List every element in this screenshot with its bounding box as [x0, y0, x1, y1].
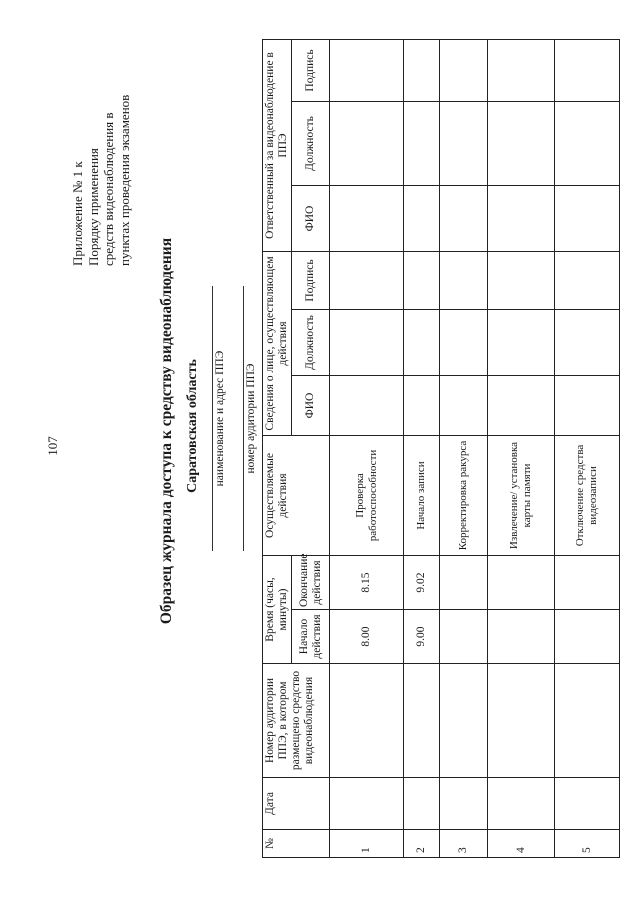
- row-date: [555, 778, 620, 830]
- header-room: Номер аудитории ППЭ, в котором размещено средство видеонаблюдения: [263, 664, 330, 778]
- table-row: [555, 39, 620, 857]
- row-start: [555, 610, 620, 664]
- row-start: 8.00: [330, 610, 404, 664]
- row-resp-signature: [330, 39, 404, 101]
- row-action: Извлечение/ установка карты памяти: [488, 436, 555, 556]
- row-num: 1: [330, 830, 404, 858]
- table-row: [488, 39, 555, 857]
- row-person-signature: [555, 251, 620, 309]
- table-row: [330, 39, 404, 857]
- row-person-signature: [488, 251, 555, 309]
- row-person-signature: [404, 251, 440, 309]
- row-num: 4: [488, 830, 555, 858]
- row-person-fio: [488, 376, 555, 436]
- header-person-signature: Подпись: [292, 251, 330, 309]
- appendix-line: средств видеонаблюдения в: [101, 112, 116, 266]
- appendix-note: [70, 26, 132, 266]
- row-person-position: [440, 310, 488, 376]
- header-time-start: Начало действия: [292, 610, 330, 664]
- row-date: [488, 778, 555, 830]
- row-person-position: [555, 310, 620, 376]
- document-title: Образец журнала доступа к средству видеонаблюдения: [158, 237, 175, 625]
- row-resp-position: [488, 101, 555, 185]
- header-resp-signature: Подпись: [292, 39, 330, 101]
- row-resp-fio: [555, 185, 620, 251]
- ppe-name-line: [212, 286, 213, 551]
- row-resp-signature: [404, 39, 440, 101]
- table-row: [404, 39, 440, 857]
- row-person-signature: [330, 251, 404, 309]
- row-person-signature: [440, 251, 488, 309]
- row-person-position: [488, 310, 555, 376]
- room-number-caption: номер аудитории ППЭ: [245, 363, 257, 474]
- row-resp-signature: [555, 39, 620, 101]
- row-person-position: [330, 310, 404, 376]
- row-action: Проверка работоспособности: [330, 436, 404, 556]
- row-room: [440, 664, 488, 778]
- row-room: [330, 664, 404, 778]
- ppe-name-caption: наименование и адрес ППЭ: [214, 350, 226, 487]
- row-person-position: [404, 310, 440, 376]
- header-num: №: [263, 830, 330, 858]
- appendix-line: Приложение № 1 к: [70, 161, 85, 266]
- row-start: [488, 610, 555, 664]
- header-date: Дата: [263, 778, 330, 830]
- row-resp-position: [404, 101, 440, 185]
- access-journal-table: [262, 40, 620, 858]
- row-date: [330, 778, 404, 830]
- row-room: [404, 664, 440, 778]
- row-num: 3: [440, 830, 488, 858]
- appendix-line: Порядку применения: [85, 148, 101, 266]
- header-person-position: Должность: [292, 310, 330, 376]
- row-resp-fio: [404, 185, 440, 251]
- row-person-fio: [404, 376, 440, 436]
- row-person-fio: [330, 376, 404, 436]
- row-resp-fio: [488, 185, 555, 251]
- region-name: Саратовская область: [185, 359, 200, 493]
- row-resp-position: [440, 101, 488, 185]
- row-room: [555, 664, 620, 778]
- room-number-line: [243, 286, 244, 551]
- row-action: Отключение средства видеозаписи: [555, 436, 620, 556]
- row-end: [555, 556, 620, 610]
- row-resp-signature: [440, 39, 488, 101]
- row-end: [488, 556, 555, 610]
- row-person-fio: [440, 376, 488, 436]
- header-person: Сведения о лице, осуществляющем действия: [263, 251, 292, 435]
- row-end: 9.02: [404, 556, 440, 610]
- table-row: [440, 39, 488, 857]
- row-resp-position: [555, 101, 620, 185]
- row-action: Начало записи: [404, 436, 440, 556]
- row-end: [440, 556, 488, 610]
- header-resp-fio: ФИО: [292, 185, 330, 251]
- page-number: 107: [45, 436, 60, 456]
- row-date: [440, 778, 488, 830]
- header-responsible: Ответственный за видеонаблюдение в ППЭ: [263, 39, 292, 251]
- row-resp-fio: [330, 185, 404, 251]
- row-num: 2: [404, 830, 440, 858]
- row-person-fio: [555, 376, 620, 436]
- header-resp-position: Должность: [292, 101, 330, 185]
- row-resp-position: [330, 101, 404, 185]
- row-start: [440, 610, 488, 664]
- row-action: Корректировка ракурса: [440, 436, 488, 556]
- row-resp-fio: [440, 185, 488, 251]
- row-num: 5: [555, 830, 620, 858]
- row-date: [404, 778, 440, 830]
- appendix-line: пунктах проведения экзаменов: [116, 94, 132, 266]
- header-time: Время (часы, минуты): [263, 556, 292, 664]
- row-start: 9.00: [404, 610, 440, 664]
- row-room: [488, 664, 555, 778]
- header-actions: Осуществляемые действия: [263, 436, 330, 556]
- header-person-fio: ФИО: [292, 376, 330, 436]
- header-time-end: Окончание действия: [292, 556, 330, 610]
- row-resp-signature: [488, 39, 555, 101]
- row-end: 8.15: [330, 556, 404, 610]
